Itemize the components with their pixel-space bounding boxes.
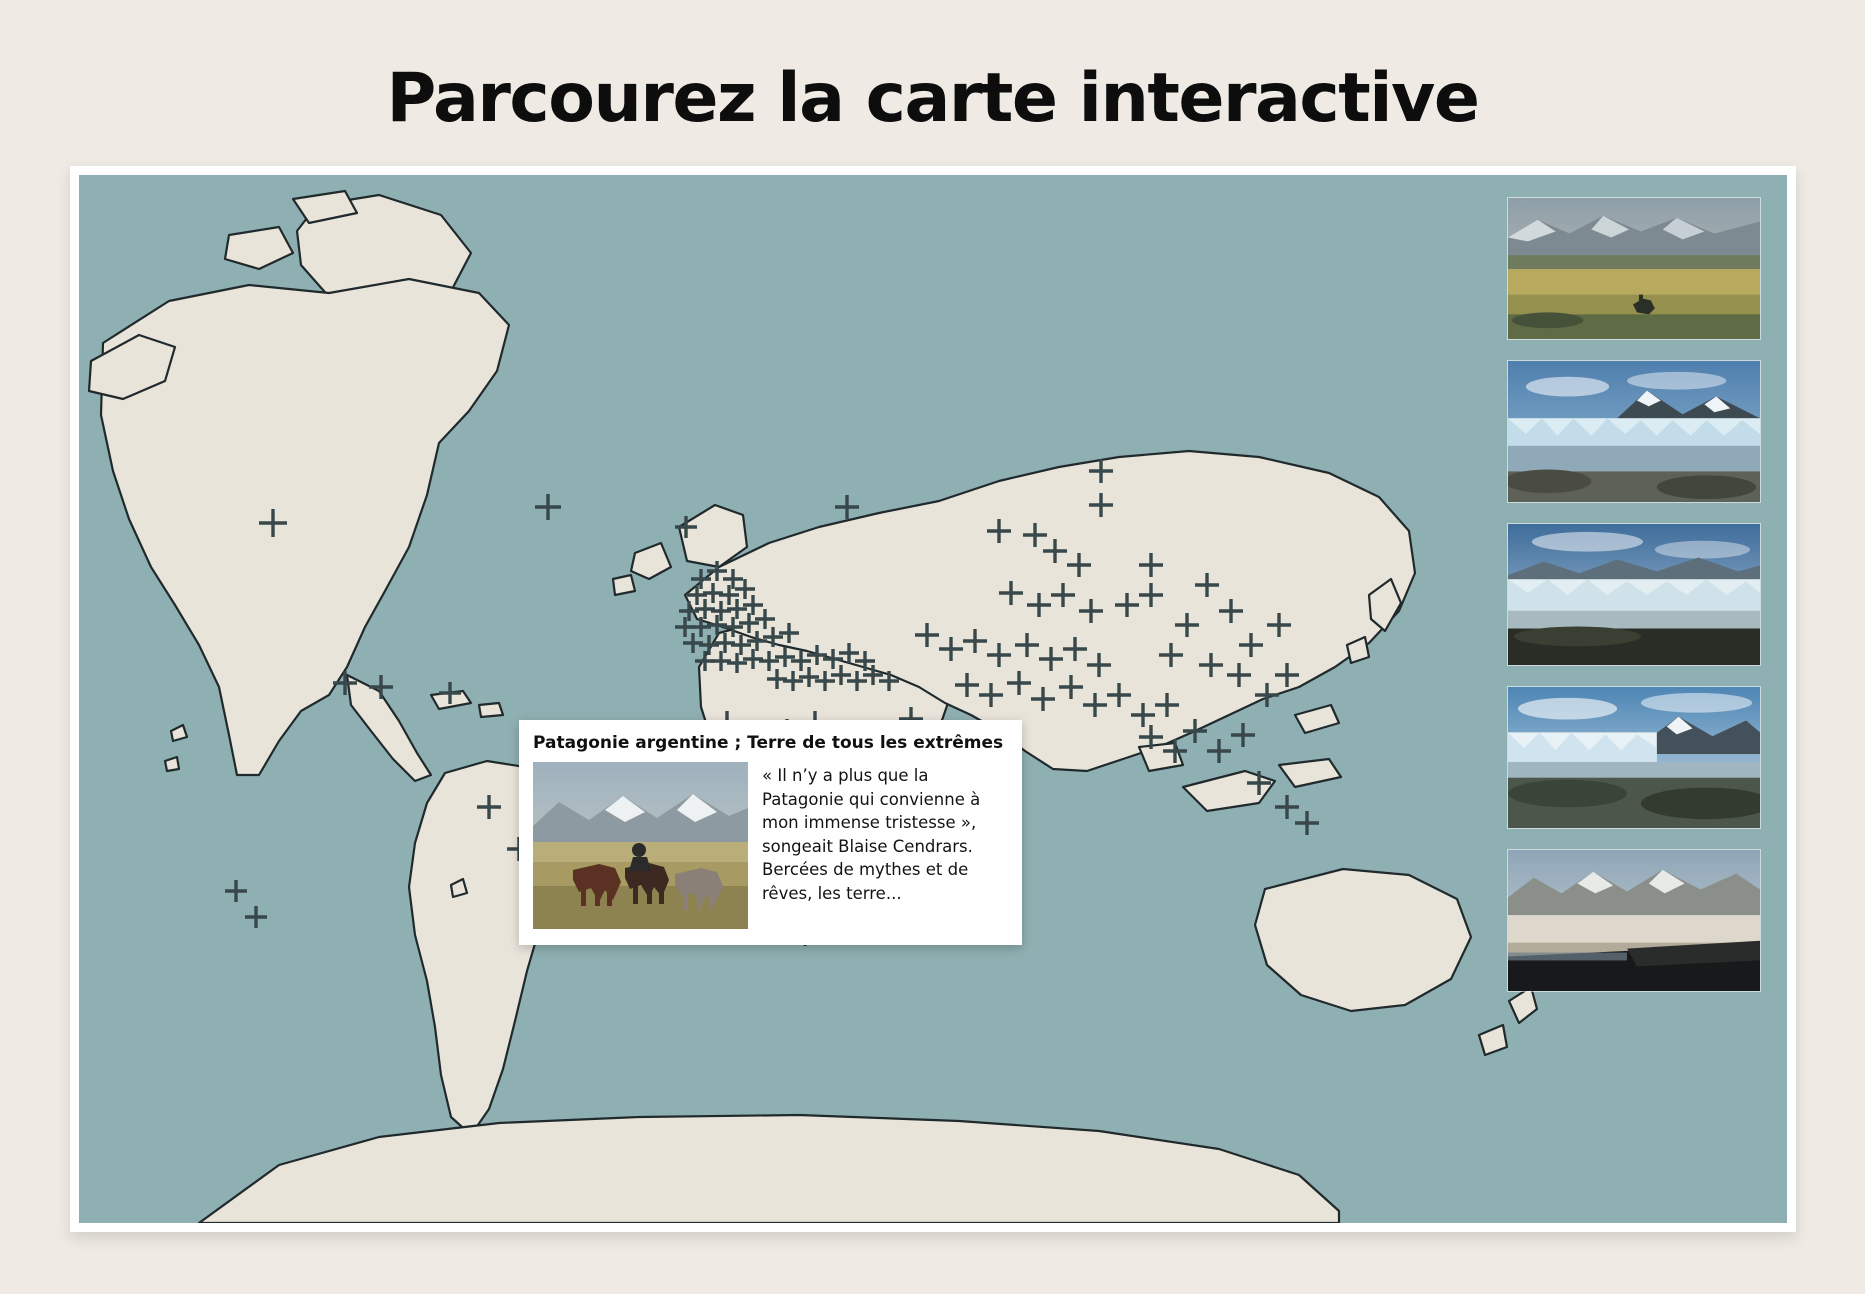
thumbnail-4[interactable] [1507, 686, 1761, 829]
thumbnail-2[interactable] [1507, 360, 1761, 503]
info-card-excerpt: « Il n’y a plus que la Patagonie qui convienne à mon immense tristesse », songeait Blaise Cendrars. Bercées de mythes et de rêves, les terre... [762, 766, 981, 903]
info-card-body [519, 762, 1022, 945]
map-info-card[interactable] [519, 720, 1022, 945]
interactive-map-panel[interactable] [70, 166, 1796, 1232]
info-card-title: Patagonie argentine ; Terre de tous les extrêmes [533, 733, 1004, 753]
info-card-thumbnail[interactable] [533, 762, 748, 929]
thumbnail-1-alt [1508, 339, 1509, 340]
thumbnail-4-alt [1508, 828, 1509, 829]
thumbnail-5[interactable] [1507, 849, 1761, 992]
page-title: Parcourez la carte interactive [386, 58, 1479, 138]
thumbnail-3[interactable] [1507, 523, 1761, 666]
thumbnail-5-alt [1508, 991, 1509, 992]
thumbnail-1[interactable] [1507, 197, 1761, 340]
thumbnail-3-alt [1508, 665, 1509, 666]
photo-thumbnail-strip[interactable] [1507, 197, 1761, 992]
thumbnail-2-alt [1508, 502, 1509, 503]
